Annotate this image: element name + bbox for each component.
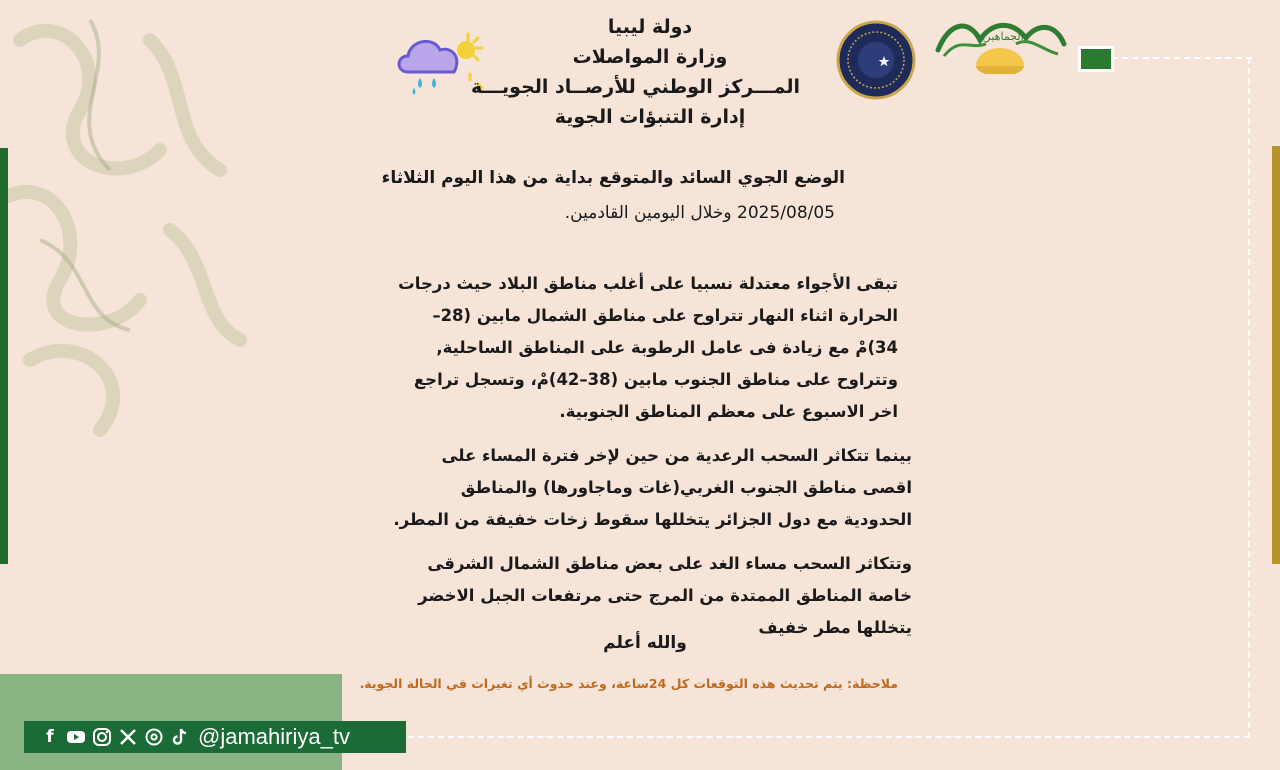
title-line-1: الوضع الجوي السائد والمتوقع بداية من هذا اليوم الثلاثاء <box>381 168 845 188</box>
ministry-header <box>471 12 800 132</box>
header-country: دولة ليبيا <box>607 16 693 38</box>
svg-text:الجماهيرية: الجماهيرية <box>976 30 1024 43</box>
paragraph-north-east: وتتكاثر السحب مساء الغد على بعض مناطق الشمال الشرقى خاصة المناطق الممتدة من المرج حتى مرتفعات الجبل الاخضر يتخللها مطر خفيف <box>418 554 912 637</box>
header-ministry: وزارة المواصلات <box>572 46 728 68</box>
header-center: المـــركز الوطني للأرصــاد الجويـــة <box>471 76 800 98</box>
closing-text: والله أعلم <box>603 633 687 653</box>
header-department: إدارة التنبؤات الجوية <box>554 106 746 128</box>
forecast-body <box>392 268 912 656</box>
jamahiriya-logo <box>930 10 1070 74</box>
paragraph-south-west: بينما تتكاثر السحب الرعدية من حين لإخر فترة المساء على اقصى مناطق الجنوب الغربي(غات وماجاورها) والمناطق الحدودية مع دول الجزائر يتخللها سقوط زخات خفيفة من المطر. <box>393 446 912 529</box>
title-line-2: 2025/08/05 وخلال اليومين القادمين. <box>564 203 835 223</box>
left-accent-bar <box>0 148 8 564</box>
green-flag <box>1078 46 1114 72</box>
right-accent-bar <box>1272 146 1280 564</box>
facebook-icon[interactable]: f <box>46 727 54 747</box>
tiktok-icon[interactable] <box>170 727 190 747</box>
paragraph-temperatures: تبقى الأجواء معتدلة نسبيا على أغلب مناطق البلاد حيث درجات الحرارة اثناء النهار تتراوح على مناطق الشمال مابين (28–34)مْ مع زيادة فى عامل الرطوبة على المناطق الساحلية, وتتراوح على مناطق الجنوب مابين (38–42)مْ، وتسجل تراجع اخر الاسبوع على معظم المناطق الجنوبية. <box>398 274 898 421</box>
social-bar <box>24 721 406 753</box>
forecast-title <box>381 160 845 230</box>
social-icons <box>40 727 190 747</box>
youtube-icon[interactable] <box>66 727 86 747</box>
update-note: ملاحظة: يتم تحديث هذه التوقعات كل 24ساعة، وعند حدوث أي تغيرات في الحالة الجوية. <box>359 676 898 691</box>
dashed-frame-top <box>1112 57 1252 59</box>
meteorology-seal <box>836 20 916 100</box>
social-handle[interactable]: @jamahiriya_tv <box>198 724 350 749</box>
x-icon[interactable] <box>118 727 138 747</box>
calligraphy-ornament <box>0 0 260 480</box>
threads-icon[interactable] <box>144 727 164 747</box>
instagram-icon[interactable] <box>92 727 112 747</box>
